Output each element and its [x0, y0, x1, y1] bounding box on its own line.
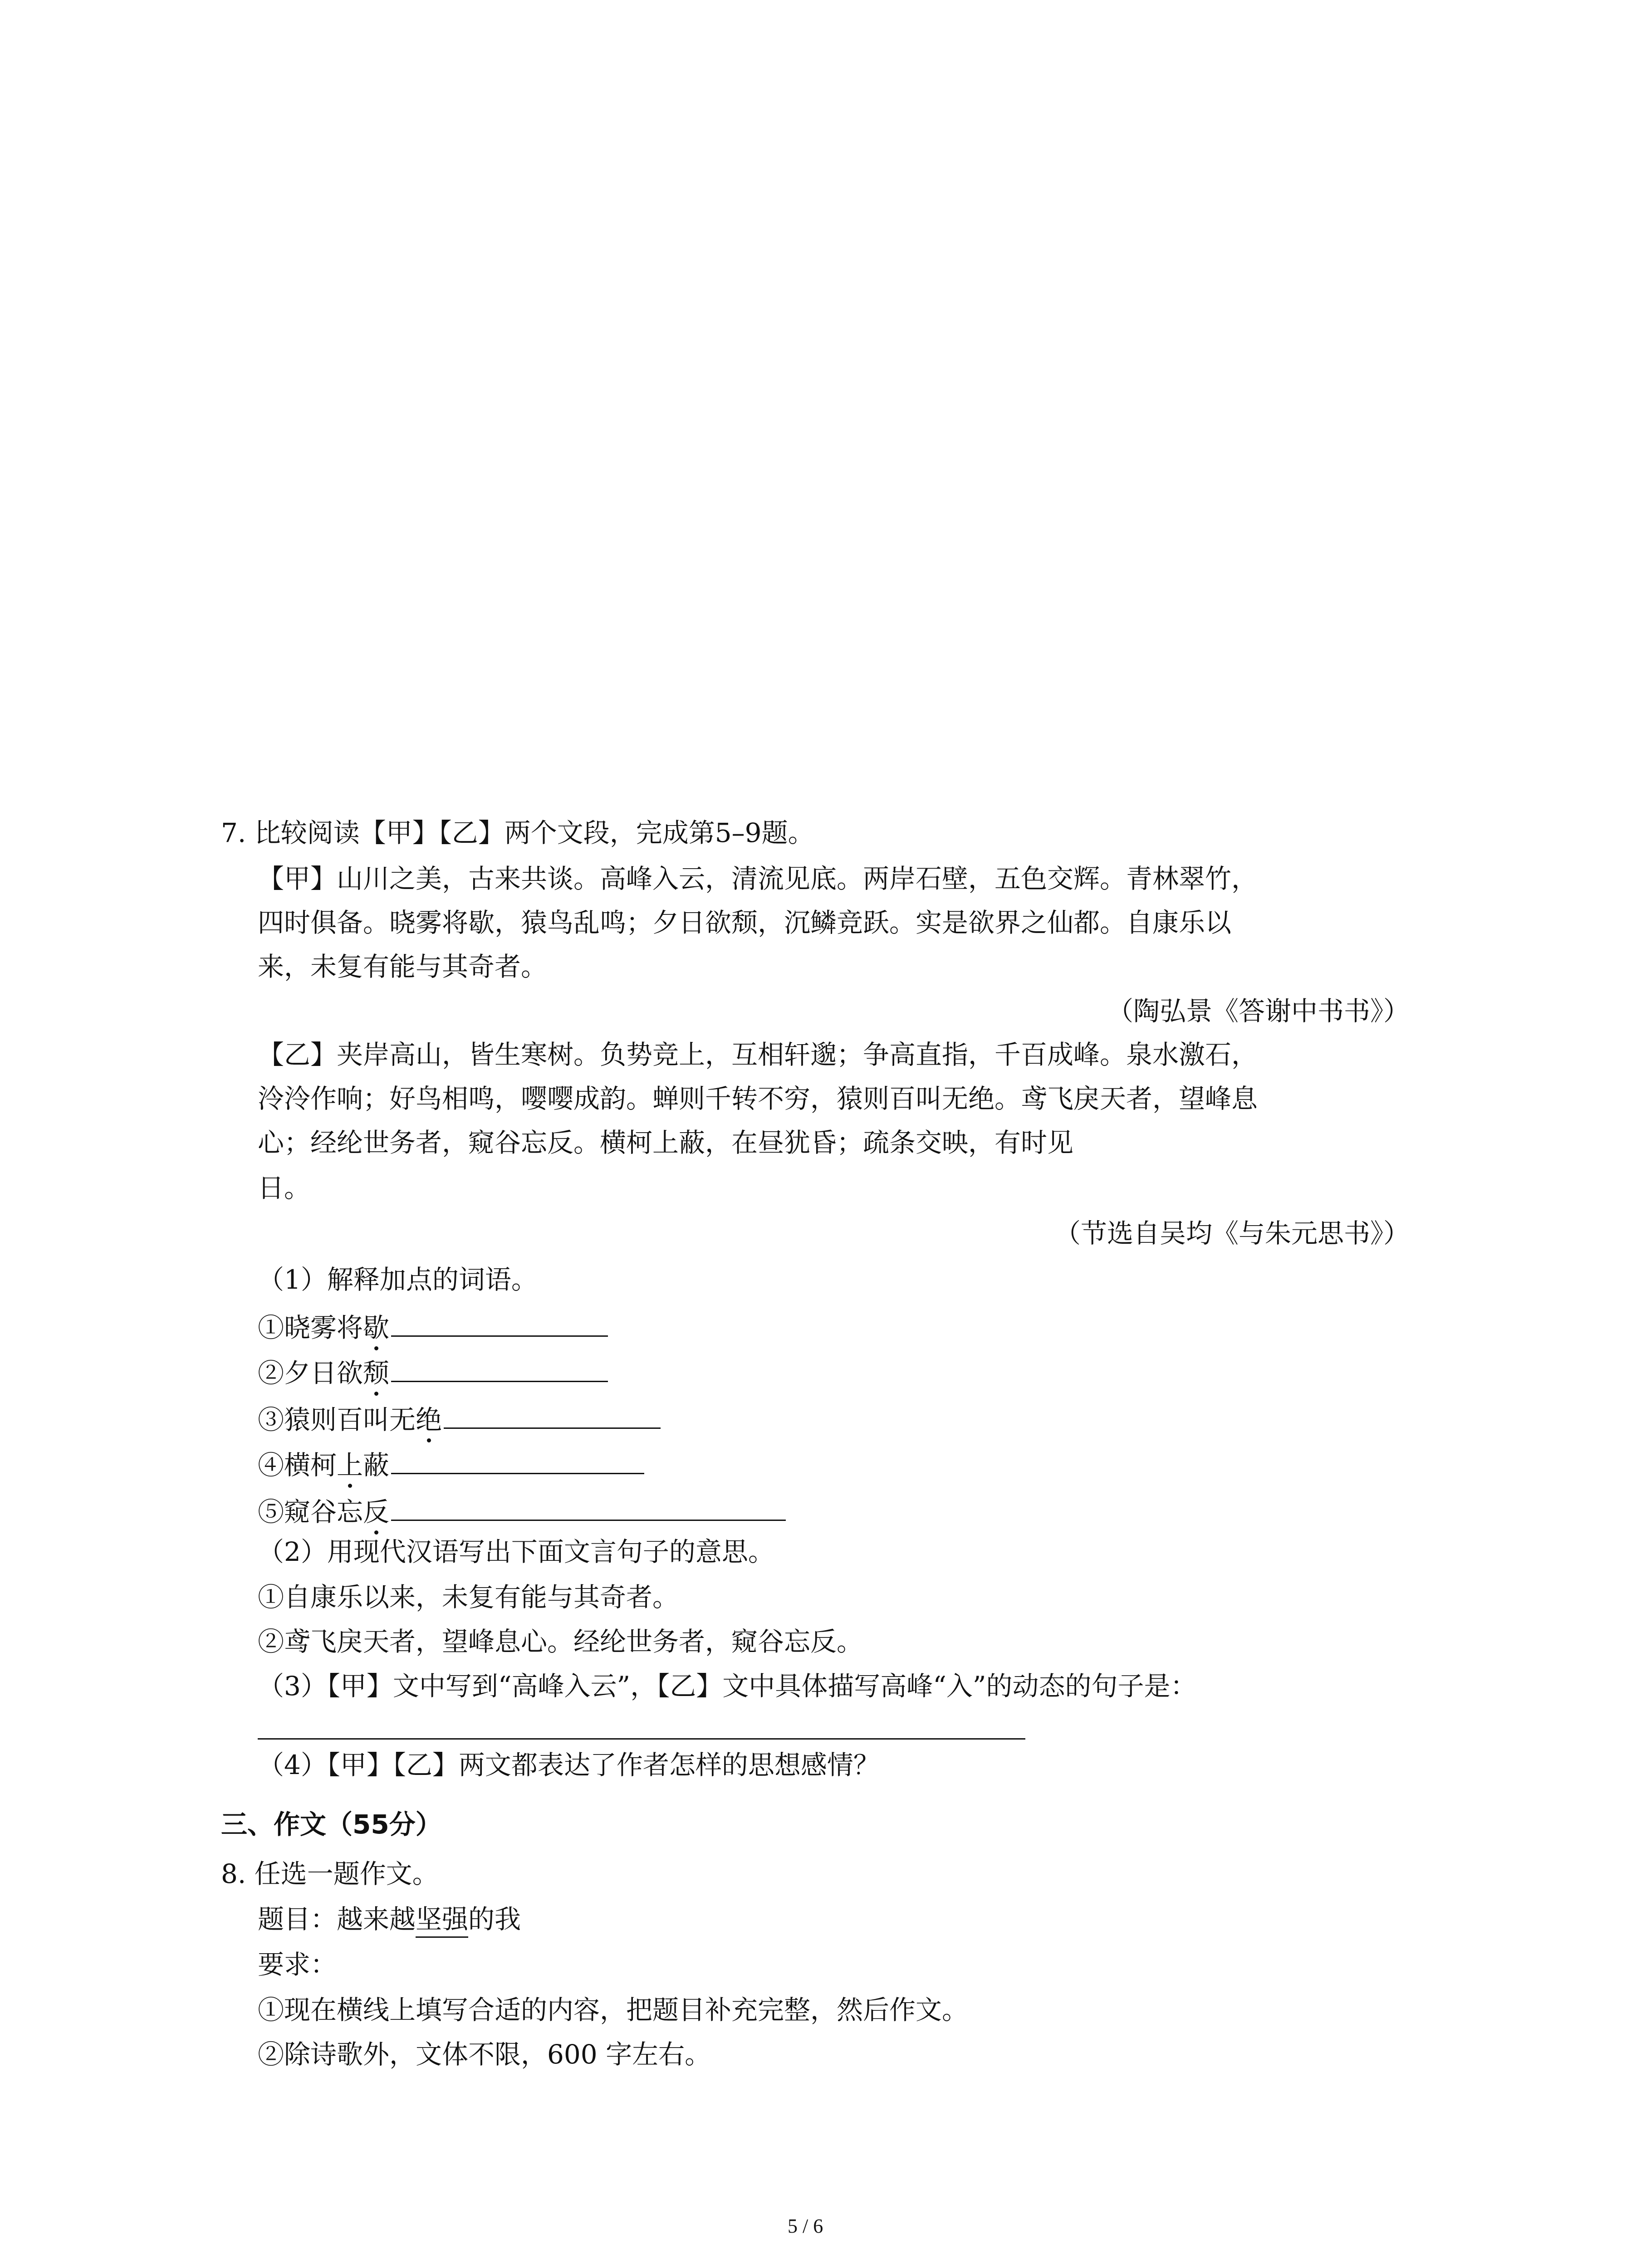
- answer-blank[interactable]: [444, 1404, 661, 1429]
- q8-requirements-label: 要求：: [258, 1949, 337, 1980]
- passage-yi-source: （节选自吴均《与朱元思书》）: [1054, 1218, 1410, 1249]
- dotted-char: 歇: [363, 1312, 390, 1343]
- word-item-2: ②夕日欲颓: [258, 1357, 608, 1386]
- word-item-4: ④横柯上蔽: [258, 1449, 644, 1478]
- passage-jia-line-2: 四时俱备。晓雾将歇，猿鸟乱鸣；夕日欲颓，沉鳞竞跃。实是欲界之仙都。自康乐以: [258, 907, 1232, 938]
- passage-yi-line-3: 心；经纶世务者，窥谷忘反。横柯上蔽，在昼犹昏；疏条交映，有时见: [258, 1127, 1074, 1158]
- dotted-char: 绝: [416, 1404, 442, 1435]
- topic-fill-in: 坚强: [416, 1904, 468, 1938]
- answer-line[interactable]: [258, 1738, 1025, 1740]
- sub-question-2-item-2: ②鸢飞戾天者，望峰息心。经纶世务者，窥谷忘反。: [258, 1626, 863, 1657]
- passage-yi-line-4: 日。: [258, 1173, 311, 1203]
- sub-question-1: （1）解释加点的词语。: [258, 1264, 538, 1295]
- page-number: 5 / 6: [788, 2215, 823, 2237]
- sub-question-2: （2）用现代汉语写出下面文言句子的意思。: [258, 1536, 774, 1567]
- dotted-char: 上: [337, 1450, 363, 1481]
- passage-yi-line-2: 泠泠作响；好鸟相鸣，嘤嘤成韵。蝉则千转不穷，猿则百叫无绝。鸢飞戾天者，望峰息: [258, 1083, 1258, 1114]
- answer-blank[interactable]: [391, 1449, 644, 1474]
- word-item-1: ①晓雾将歇: [258, 1312, 608, 1341]
- passage-jia-line-3: 来，未复有能与其奇者。: [258, 951, 548, 982]
- answer-blank[interactable]: [391, 1496, 786, 1521]
- q7-title: 7. 比较阅读【甲】【乙】两个文段，完成第5–9题。: [221, 817, 814, 848]
- sub-question-3: （3）【甲】文中写到“高峰入云”，【乙】文中具体描写高峰“入”的动态的句子是：: [258, 1671, 1197, 1701]
- section-3-heading: 三、作文（55分）: [221, 1809, 442, 1840]
- q8-requirement-1: ①现在横线上填写合适的内容，把题目补充完整，然后作文。: [258, 1994, 969, 2025]
- sub-question-2-item-1: ①自康乐以来，未复有能与其奇者。: [258, 1582, 679, 1613]
- q8-topic: 题目：越来越坚强的我: [258, 1906, 521, 1932]
- word-item-3: ③猿则百叫无绝: [258, 1404, 661, 1433]
- q8-requirement-2: ②除诗歌外，文体不限，600 字左右。: [258, 2039, 711, 2070]
- word-item-5: ⑤窥谷忘反: [258, 1496, 786, 1525]
- passage-jia-source: （陶弘景《答谢中书书》）: [1107, 996, 1410, 1026]
- answer-blank[interactable]: [391, 1312, 608, 1337]
- answer-blank[interactable]: [391, 1357, 608, 1382]
- passage-yi-line-1: 【乙】夹岸高山，皆生寒树。负势竞上，互相轩邈；争高直指，千百成峰。泉水激石，: [258, 1039, 1258, 1070]
- sub-question-4: （4）【甲】【乙】两文都表达了作者怎样的思想感情？: [258, 1750, 880, 1780]
- q8-title: 8. 任选一题作文。: [221, 1858, 439, 1889]
- passage-jia-line-1: 【甲】山川之美，古来共谈。高峰入云，清流见底。两岸石壁，五色交辉。青林翠竹，: [258, 863, 1258, 894]
- dotted-char: 颓: [363, 1358, 390, 1388]
- dotted-char: 反: [363, 1496, 390, 1527]
